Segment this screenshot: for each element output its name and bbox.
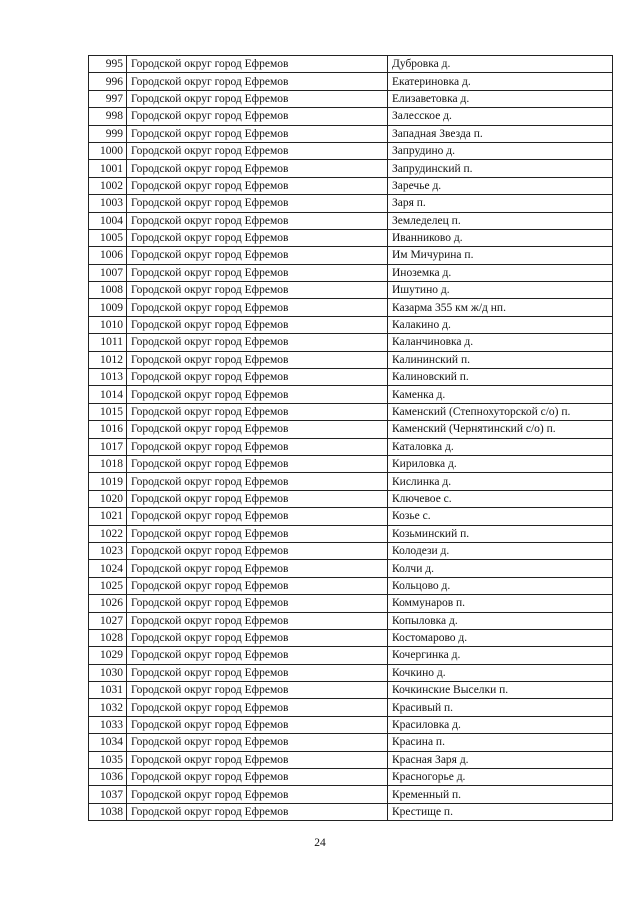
settlement-cell: Кочкино д. xyxy=(388,664,613,681)
district-cell: Городской округ город Ефремов xyxy=(127,264,388,281)
table-row xyxy=(89,56,613,73)
district-cell: Городской округ город Ефремов xyxy=(127,560,388,577)
row-number-cell: 1021 xyxy=(89,508,127,525)
row-number-cell: 1025 xyxy=(89,577,127,594)
settlements-table xyxy=(88,55,613,821)
district-cell: Городской округ город Ефремов xyxy=(127,282,388,299)
settlement-cell: Ишутино д. xyxy=(388,282,613,299)
table-row xyxy=(89,595,613,612)
settlement-cell: Каменский (Степнохуторской с/о) п. xyxy=(388,403,613,420)
table-row xyxy=(89,316,613,333)
settlement-cell: Калиновский п. xyxy=(388,369,613,386)
district-cell: Городской округ город Ефремов xyxy=(127,369,388,386)
district-cell: Городской округ город Ефремов xyxy=(127,647,388,664)
settlement-cell: Иванниково д. xyxy=(388,229,613,246)
settlement-cell: Запрудино д. xyxy=(388,142,613,159)
row-number-cell: 1030 xyxy=(89,664,127,681)
table-row xyxy=(89,803,613,820)
row-number-cell: 1012 xyxy=(89,351,127,368)
district-cell: Городской округ город Ефремов xyxy=(127,438,388,455)
district-cell: Городской округ город Ефремов xyxy=(127,682,388,699)
page-number: 24 xyxy=(314,837,326,849)
row-number-cell: 1008 xyxy=(89,282,127,299)
district-cell: Городской округ город Ефремов xyxy=(127,386,388,403)
district-cell: Городской округ город Ефремов xyxy=(127,716,388,733)
table-row xyxy=(89,664,613,681)
district-cell: Городской округ город Ефремов xyxy=(127,421,388,438)
district-cell: Городской округ город Ефремов xyxy=(127,142,388,159)
row-number-cell: 1024 xyxy=(89,560,127,577)
district-cell: Городской округ город Ефремов xyxy=(127,542,388,559)
table-row xyxy=(89,108,613,125)
district-cell: Городской округ город Ефремов xyxy=(127,508,388,525)
district-cell: Городской округ город Ефремов xyxy=(127,299,388,316)
row-number-cell: 995 xyxy=(89,56,127,73)
district-cell: Городской округ город Ефремов xyxy=(127,699,388,716)
table-row xyxy=(89,577,613,594)
settlement-cell: Красивый п. xyxy=(388,699,613,716)
row-number-cell: 1038 xyxy=(89,803,127,820)
district-cell: Городской округ город Ефремов xyxy=(127,195,388,212)
settlement-cell: Калининский п. xyxy=(388,351,613,368)
row-number-cell: 1037 xyxy=(89,786,127,803)
table-row xyxy=(89,438,613,455)
settlement-cell: Екатериновка д. xyxy=(388,73,613,90)
table-row xyxy=(89,334,613,351)
settlement-cell: Кременный п. xyxy=(388,786,613,803)
settlement-cell: Каменский (Чернятинский с/о) п. xyxy=(388,421,613,438)
district-cell: Городской округ город Ефремов xyxy=(127,212,388,229)
row-number-cell: 1006 xyxy=(89,247,127,264)
row-number-cell: 1022 xyxy=(89,525,127,542)
settlement-cell: Каланчиновка д. xyxy=(388,334,613,351)
district-cell: Городской округ город Ефремов xyxy=(127,90,388,107)
row-number-cell: 996 xyxy=(89,73,127,90)
row-number-cell: 1011 xyxy=(89,334,127,351)
settlements-table-body xyxy=(89,56,613,821)
district-cell: Городской округ город Ефремов xyxy=(127,629,388,646)
row-number-cell: 1015 xyxy=(89,403,127,420)
settlement-cell: Западная Звезда п. xyxy=(388,125,613,142)
district-cell: Городской округ город Ефремов xyxy=(127,595,388,612)
row-number-cell: 1018 xyxy=(89,455,127,472)
district-cell: Городской округ город Ефремов xyxy=(127,247,388,264)
settlement-cell: Залесское д. xyxy=(388,108,613,125)
district-cell: Городской округ город Ефремов xyxy=(127,612,388,629)
district-cell: Городской округ город Ефремов xyxy=(127,56,388,73)
row-number-cell: 1013 xyxy=(89,369,127,386)
settlement-cell: Ключевое с. xyxy=(388,490,613,507)
settlement-cell: Заря п. xyxy=(388,195,613,212)
table-row xyxy=(89,647,613,664)
row-number-cell: 1019 xyxy=(89,473,127,490)
row-number-cell: 999 xyxy=(89,125,127,142)
table-row xyxy=(89,195,613,212)
table-row xyxy=(89,299,613,316)
district-cell: Городской округ город Ефремов xyxy=(127,125,388,142)
district-cell: Городской округ город Ефремов xyxy=(127,403,388,420)
settlement-cell: Запрудинский п. xyxy=(388,160,613,177)
table-row xyxy=(89,490,613,507)
settlement-cell: Каменка д. xyxy=(388,386,613,403)
district-cell: Городской округ город Ефремов xyxy=(127,751,388,768)
district-cell: Городской округ город Ефремов xyxy=(127,160,388,177)
district-cell: Городской округ город Ефремов xyxy=(127,316,388,333)
row-number-cell: 1033 xyxy=(89,716,127,733)
settlement-cell: Красная Заря д. xyxy=(388,751,613,768)
settlement-cell: Красина п. xyxy=(388,734,613,751)
row-number-cell: 1002 xyxy=(89,177,127,194)
table-row xyxy=(89,90,613,107)
settlement-cell: Елизаветовка д. xyxy=(388,90,613,107)
table-row xyxy=(89,212,613,229)
settlement-cell: Кислинка д. xyxy=(388,473,613,490)
settlement-cell: Коммунаров п. xyxy=(388,595,613,612)
row-number-cell: 997 xyxy=(89,90,127,107)
row-number-cell: 1032 xyxy=(89,699,127,716)
row-number-cell: 1036 xyxy=(89,769,127,786)
row-number-cell: 1005 xyxy=(89,229,127,246)
district-cell: Городской округ город Ефремов xyxy=(127,490,388,507)
table-row xyxy=(89,229,613,246)
settlement-cell: Красиловка д. xyxy=(388,716,613,733)
table-row xyxy=(89,508,613,525)
table-row xyxy=(89,734,613,751)
district-cell: Городской округ город Ефремов xyxy=(127,351,388,368)
row-number-cell: 1031 xyxy=(89,682,127,699)
table-row xyxy=(89,786,613,803)
district-cell: Городской округ город Ефремов xyxy=(127,334,388,351)
row-number-cell: 1034 xyxy=(89,734,127,751)
table-row xyxy=(89,421,613,438)
row-number-cell: 1014 xyxy=(89,386,127,403)
district-cell: Городской округ город Ефремов xyxy=(127,769,388,786)
settlement-cell: Колчи д. xyxy=(388,560,613,577)
district-cell: Городской округ город Ефремов xyxy=(127,108,388,125)
settlement-cell: Козье с. xyxy=(388,508,613,525)
table-row xyxy=(89,525,613,542)
settlement-cell: Кириловка д. xyxy=(388,455,613,472)
row-number-cell: 1020 xyxy=(89,490,127,507)
district-cell: Городской округ город Ефремов xyxy=(127,525,388,542)
table-row xyxy=(89,351,613,368)
table-row xyxy=(89,160,613,177)
settlement-cell: Казарма 355 км ж/д нп. xyxy=(388,299,613,316)
table-row xyxy=(89,769,613,786)
district-cell: Городской округ город Ефремов xyxy=(127,229,388,246)
district-cell: Городской округ город Ефремов xyxy=(127,664,388,681)
settlement-cell: Костомарово д. xyxy=(388,629,613,646)
district-cell: Городской округ город Ефремов xyxy=(127,473,388,490)
district-cell: Городской округ город Ефремов xyxy=(127,577,388,594)
row-number-cell: 1026 xyxy=(89,595,127,612)
district-cell: Городской округ город Ефремов xyxy=(127,177,388,194)
table-row xyxy=(89,699,613,716)
row-number-cell: 1017 xyxy=(89,438,127,455)
table-row xyxy=(89,369,613,386)
table-row xyxy=(89,473,613,490)
district-cell: Городской округ город Ефремов xyxy=(127,455,388,472)
row-number-cell: 1010 xyxy=(89,316,127,333)
row-number-cell: 998 xyxy=(89,108,127,125)
table-row xyxy=(89,629,613,646)
district-cell: Городской округ город Ефремов xyxy=(127,73,388,90)
row-number-cell: 1035 xyxy=(89,751,127,768)
settlement-cell: Кольцово д. xyxy=(388,577,613,594)
table-row xyxy=(89,125,613,142)
row-number-cell: 1016 xyxy=(89,421,127,438)
settlement-cell: Крестище п. xyxy=(388,803,613,820)
row-number-cell: 1027 xyxy=(89,612,127,629)
row-number-cell: 1003 xyxy=(89,195,127,212)
table-row xyxy=(89,264,613,281)
settlement-cell: Кочкинские Выселки п. xyxy=(388,682,613,699)
row-number-cell: 1029 xyxy=(89,647,127,664)
table-row xyxy=(89,403,613,420)
table-row xyxy=(89,542,613,559)
district-cell: Городской округ город Ефремов xyxy=(127,786,388,803)
settlement-cell: Земледелец п. xyxy=(388,212,613,229)
settlement-cell: Заречье д. xyxy=(388,177,613,194)
row-number-cell: 1009 xyxy=(89,299,127,316)
table-row xyxy=(89,247,613,264)
settlement-cell: Копыловка д. xyxy=(388,612,613,629)
table-row xyxy=(89,612,613,629)
settlement-cell: Дубровка д. xyxy=(388,56,613,73)
settlement-cell: Каталовка д. xyxy=(388,438,613,455)
row-number-cell: 1028 xyxy=(89,629,127,646)
settlement-cell: Иноземка д. xyxy=(388,264,613,281)
settlement-cell: Колодези д. xyxy=(388,542,613,559)
settlement-cell: Кочергинка д. xyxy=(388,647,613,664)
table-row xyxy=(89,73,613,90)
settlement-cell: Калакино д. xyxy=(388,316,613,333)
district-cell: Городской округ город Ефремов xyxy=(127,734,388,751)
table-row xyxy=(89,560,613,577)
table-row xyxy=(89,386,613,403)
row-number-cell: 1004 xyxy=(89,212,127,229)
table-row xyxy=(89,751,613,768)
table-row xyxy=(89,142,613,159)
table-row xyxy=(89,282,613,299)
table-row xyxy=(89,455,613,472)
row-number-cell: 1007 xyxy=(89,264,127,281)
settlement-cell: Красногорье д. xyxy=(388,769,613,786)
settlement-cell: Им Мичурина п. xyxy=(388,247,613,264)
table-row xyxy=(89,682,613,699)
row-number-cell: 1000 xyxy=(89,142,127,159)
settlement-cell: Козьминский п. xyxy=(388,525,613,542)
table-row xyxy=(89,716,613,733)
row-number-cell: 1023 xyxy=(89,542,127,559)
table-row xyxy=(89,177,613,194)
district-cell: Городской округ город Ефремов xyxy=(127,803,388,820)
row-number-cell: 1001 xyxy=(89,160,127,177)
